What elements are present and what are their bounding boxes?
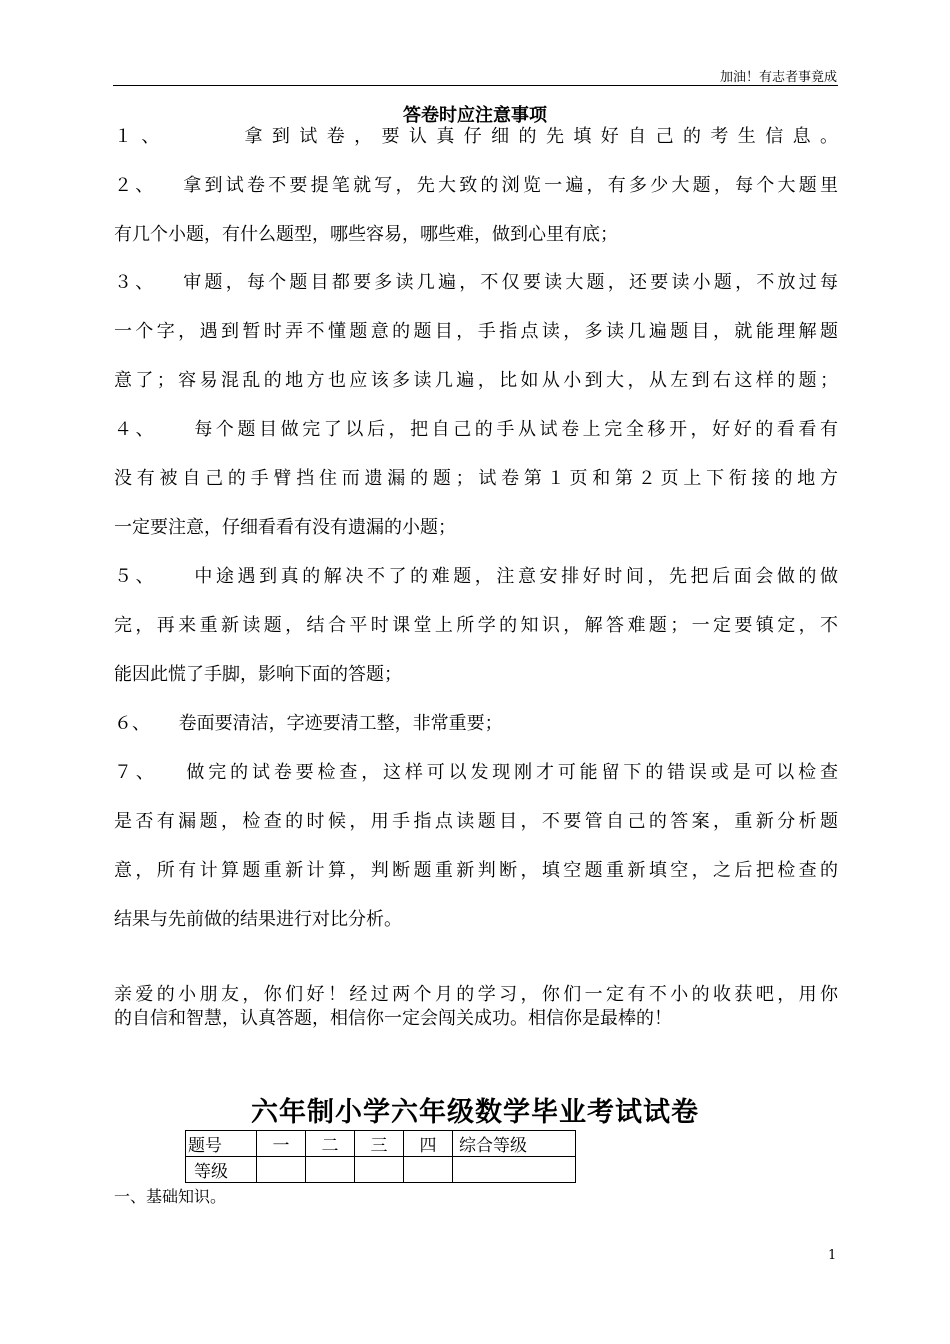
notice-line: 结果与先前做的结果进行对比分析。 (114, 909, 402, 930)
notice-title: 答卷时应注意事项 (403, 105, 547, 126)
notice-line: 意，所有计算题重新计算，判断题重新判断，填空题重新填空，之后把检查的 (114, 860, 838, 881)
notice-line: ２、 拿到试卷不要提笔就写，先大致的浏览一遍，有多少大题，每个大题里 (114, 175, 839, 196)
table-cell: 等级 (186, 1157, 257, 1183)
greeting-line: 的自信和智慧，认真答题，相信你一定会闯关成功。相信你是最棒的！ (114, 1008, 672, 1029)
notice-line: 意了；容易混乱的地方也应该多读几遍，比如从小到大，从左到右这样的题； (114, 370, 838, 391)
grade-input-cell[interactable] (257, 1157, 306, 1183)
page-number: 1 (828, 1248, 837, 1263)
table-cell: 题号 (186, 1131, 257, 1157)
notice-line: 有几个小题，有什么题型，哪些容易，哪些难，做到心里有底； (114, 224, 618, 245)
grade-table-row (186, 1157, 576, 1183)
grade-table (185, 1130, 576, 1183)
grade-input-cell[interactable] (306, 1157, 355, 1183)
header-divider (113, 85, 838, 86)
notice-line: ７、 做完的试卷要检查，这样可以发现刚才可能留下的错误或是可以检查 (114, 762, 839, 783)
table-cell: 三 (355, 1131, 404, 1157)
notice-line: ４、 每个题目做完了以后，把自己的手从试卷上完全移开，好好的看看有 (114, 419, 839, 440)
table-cell: 二 (306, 1131, 355, 1157)
notice-line: ５、 中途遇到真的解决不了的难题，注意安排好时间，先把后面会做的做 (114, 566, 839, 587)
notice-line: 完，再来重新读题，结合平时课堂上所学的知识，解答难题；一定要镇定，不 (114, 615, 838, 636)
section-heading: 一、基础知识。 (114, 1187, 227, 1206)
notice-line: 一个字，遇到暂时弄不懂题意的题目，手指点读，多读几遍题目，就能理解题 (114, 321, 838, 342)
header-motto: 加油！有志者事竟成 (719, 70, 837, 85)
grade-input-cell[interactable] (453, 1157, 576, 1183)
notice-line: 一定要注意，仔细看看有没有遗漏的小题； (114, 517, 456, 538)
exam-title: 六年制小学六年级数学毕业考试试卷 (251, 1097, 699, 1128)
greeting-line: 亲爱的小朋友，你们好！经过两个月的学习，你们一定有不小的收获吧，用你 (114, 984, 838, 1005)
notice-line: 没有被自己的手臂挡住而遗漏的题；试卷第１页和第２页上下衔接的地方 (114, 468, 838, 489)
table-cell: 一 (257, 1131, 306, 1157)
notice-line: ６、 卷面要清洁，字迹要清工整，非常重要； (114, 713, 503, 734)
table-cell: 综合等级 (453, 1131, 576, 1157)
notice-line: ３、 审题，每个题目都要多读几遍，不仅要读大题，还要读小题，不放过每 (114, 272, 839, 293)
grade-input-cell[interactable] (355, 1157, 404, 1183)
grade-table-header-row (186, 1131, 576, 1157)
notice-line: １、 拿到试卷，要认真仔细的先填好自己的考生信息。 (114, 126, 839, 147)
notice-line: 是否有漏题，检查的时候，用手指点读题目，不要管自己的答案，重新分析题 (114, 811, 838, 832)
table-cell: 四 (404, 1131, 453, 1157)
grade-input-cell[interactable] (404, 1157, 453, 1183)
notice-line: 能因此慌了手脚，影响下面的答题； (114, 664, 402, 685)
